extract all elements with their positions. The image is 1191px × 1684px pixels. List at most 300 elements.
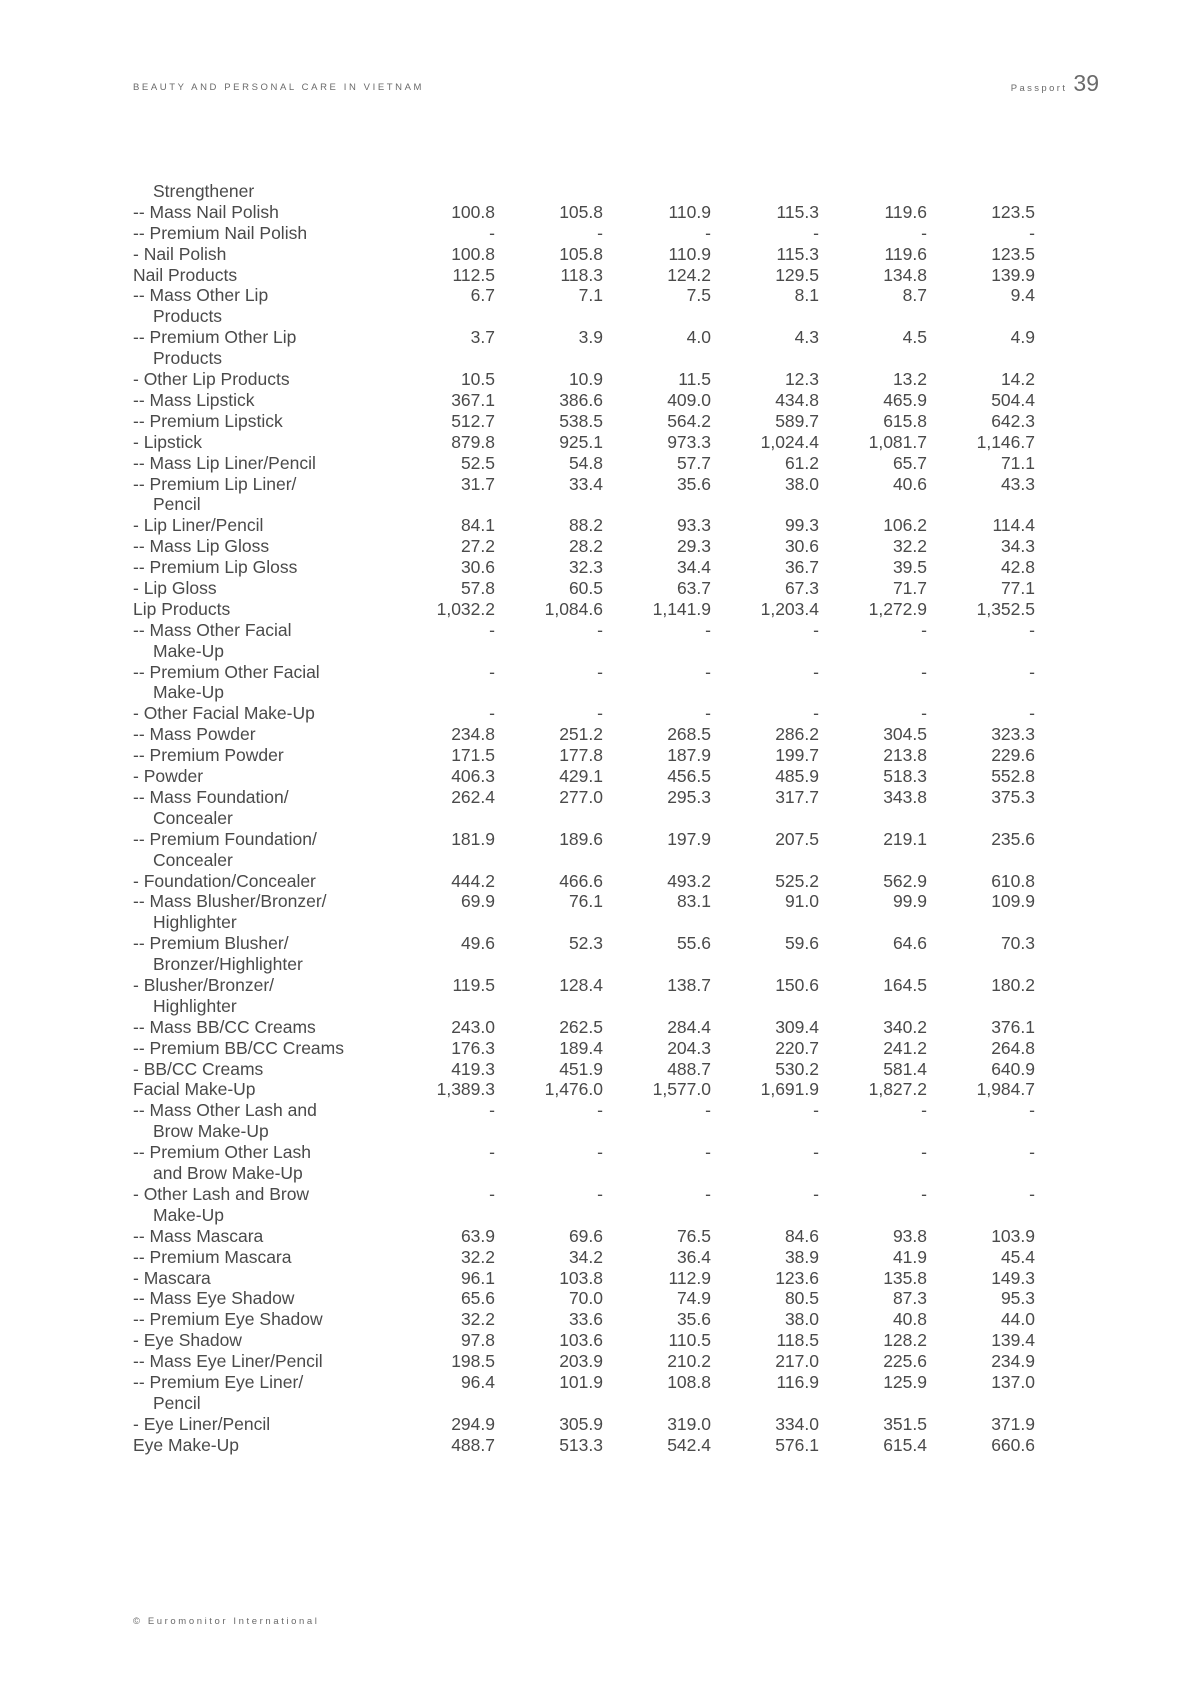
row-label-line1: Eye Make-Up <box>133 1434 240 1455</box>
cell-value: 4.3 <box>794 327 819 348</box>
table-row <box>133 620 1043 662</box>
cell-value: 1,084.6 <box>544 598 603 619</box>
cell-value: - <box>489 661 495 682</box>
cell-value: 41.9 <box>892 1246 927 1267</box>
cell-value: 31.7 <box>460 473 495 494</box>
cell-value: 119.6 <box>884 201 927 222</box>
row-label <box>133 599 230 620</box>
cell-value: 530.2 <box>775 1058 819 1079</box>
row-label <box>133 265 237 286</box>
row-label <box>133 223 307 244</box>
cell-value: 243.0 <box>451 1016 495 1037</box>
cell-value: 138.7 <box>667 974 711 995</box>
cell-value: 110.9 <box>668 243 711 264</box>
table-row <box>133 703 1043 724</box>
cell-value: 116.9 <box>776 1371 819 1392</box>
cell-value: 137.0 <box>991 1371 1035 1392</box>
row-label <box>133 202 279 223</box>
cell-value: 49.6 <box>460 933 495 954</box>
cell-value: - <box>813 1142 819 1163</box>
cell-value: 429.1 <box>559 766 603 787</box>
row-label <box>133 244 226 265</box>
table-row <box>133 891 1043 933</box>
cell-value: 128.2 <box>883 1330 927 1351</box>
row-label-line1: -- Premium Nail Polish <box>133 222 308 243</box>
row-label-line1: -- Premium BB/CC Creams <box>133 1037 344 1058</box>
cell-value: - <box>1029 1100 1035 1121</box>
cell-value: - <box>489 619 495 640</box>
cell-value: 229.6 <box>991 745 1035 766</box>
row-label <box>133 1059 263 1080</box>
cell-value: 640.9 <box>991 1058 1035 1079</box>
cell-value: 284.4 <box>667 1016 711 1037</box>
cell-value: 123.5 <box>991 201 1035 222</box>
row-label <box>133 411 283 432</box>
cell-value: 38.9 <box>784 1246 819 1267</box>
brand-label: Passport <box>1010 83 1068 94</box>
table-row <box>133 327 1043 369</box>
cell-value: 36.7 <box>784 557 819 578</box>
table-row <box>133 202 1043 223</box>
cell-value: 3.7 <box>470 327 495 348</box>
cell-value: 29.3 <box>676 536 711 557</box>
cell-value: 100.8 <box>451 201 495 222</box>
cell-value: 277.0 <box>559 786 603 807</box>
cell-value: 99.9 <box>892 891 927 912</box>
cell-value: 93.8 <box>892 1225 927 1246</box>
cell-value: 340.2 <box>883 1016 927 1037</box>
row-label-line1: -- Mass Other Lash and <box>133 1100 317 1121</box>
row-label-line1: -- Mass Foundation/ <box>133 786 289 807</box>
cell-value: 125.9 <box>883 1371 927 1392</box>
cell-value: 35.6 <box>676 473 711 494</box>
cell-value: 10.5 <box>460 369 495 390</box>
row-label-line1: -- Premium Lipstick <box>133 410 283 431</box>
cell-value: 60.5 <box>568 577 603 598</box>
row-label-line1: -- Premium Other Facial <box>133 661 320 682</box>
cell-value: - <box>597 619 603 640</box>
cell-value: 367.1 <box>451 389 495 410</box>
cell-value: 925.1 <box>559 431 603 452</box>
row-label-line1: -- Mass Lip Gloss <box>133 536 270 557</box>
table-row <box>133 787 1043 829</box>
cell-value: - <box>597 1142 603 1163</box>
table-row <box>133 1079 1043 1100</box>
table-row <box>133 369 1043 390</box>
row-label-line1: - Other Lash and Brow <box>133 1183 310 1204</box>
cell-value: 268.5 <box>667 724 711 745</box>
table-row <box>133 724 1043 745</box>
row-label <box>133 1142 311 1184</box>
cell-value: 149.3 <box>991 1267 1035 1288</box>
cell-value: 4.5 <box>902 327 927 348</box>
cell-value: 1,984.7 <box>976 1079 1035 1100</box>
table-row <box>133 599 1043 620</box>
cell-value: 466.6 <box>559 870 603 891</box>
cell-value: 207.5 <box>775 828 819 849</box>
table-row <box>133 285 1043 327</box>
cell-value: - <box>597 1100 603 1121</box>
cell-value: 28.2 <box>568 536 603 557</box>
cell-value: - <box>1029 661 1035 682</box>
table-row <box>133 871 1043 892</box>
row-label-line1: Facial Make-Up <box>133 1079 256 1100</box>
cell-value: 115.3 <box>776 201 819 222</box>
row-label <box>133 787 289 829</box>
cell-value: - <box>489 1100 495 1121</box>
cell-value: 317.7 <box>775 786 819 807</box>
cell-value: - <box>705 1142 711 1163</box>
cell-value: 59.6 <box>784 933 819 954</box>
row-label-line1: -- Premium Eye Liner/ <box>133 1371 304 1392</box>
cell-value: 134.8 <box>883 264 927 285</box>
cell-value: 30.6 <box>784 536 819 557</box>
row-label-line1: - Nail Polish <box>133 243 227 264</box>
cell-value: 12.3 <box>784 369 819 390</box>
table-row <box>133 933 1043 975</box>
cell-value: 189.6 <box>559 828 603 849</box>
cell-value: 11.5 <box>678 369 711 390</box>
cell-value: 129.5 <box>775 264 819 285</box>
cell-value: 40.6 <box>892 473 927 494</box>
table-row <box>133 578 1043 599</box>
row-label-line2: Make-Up <box>153 1204 224 1225</box>
cell-value: - <box>1029 619 1035 640</box>
cell-value: 615.8 <box>883 410 927 431</box>
cell-value: - <box>921 661 927 682</box>
row-label-line1: -- Mass Other Facial <box>133 619 292 640</box>
row-label-line1: - Other Facial Make-Up <box>133 703 315 724</box>
table-row <box>133 1184 1043 1226</box>
cell-value: 181.9 <box>451 828 495 849</box>
cell-value: 642.3 <box>991 410 1035 431</box>
row-label-line1: - BB/CC Creams <box>133 1058 264 1079</box>
cell-value: 32.2 <box>460 1246 495 1267</box>
cell-value: 589.7 <box>775 410 819 431</box>
cell-value: 564.2 <box>667 410 711 431</box>
cell-value: 552.8 <box>991 766 1035 787</box>
cell-value: 34.3 <box>1000 536 1035 557</box>
cell-value: 55.6 <box>676 933 711 954</box>
cell-value: 13.2 <box>892 369 927 390</box>
table-row <box>133 474 1043 516</box>
row-label-line1: - Eye Shadow <box>133 1330 242 1351</box>
row-label-line1: - Powder <box>133 766 204 787</box>
row-label-line2: Pencil <box>153 1392 201 1413</box>
row-label-line2: Bronzer/Highlighter <box>153 954 303 975</box>
cell-value: 197.9 <box>667 828 711 849</box>
cell-value: 213.8 <box>883 745 927 766</box>
cell-value: 1,032.2 <box>436 598 495 619</box>
cell-value: 4.9 <box>1010 327 1035 348</box>
cell-value: 409.0 <box>667 389 711 410</box>
cell-value: 304.5 <box>883 724 927 745</box>
cell-value: 234.8 <box>451 724 495 745</box>
cell-value: 42.8 <box>1000 557 1035 578</box>
table-row <box>133 662 1043 704</box>
cell-value: 110.5 <box>668 1330 711 1351</box>
cell-value: 1,577.0 <box>652 1079 711 1100</box>
cell-value: 660.6 <box>991 1434 1035 1455</box>
cell-value: 351.5 <box>883 1413 927 1434</box>
cell-value: 93.3 <box>676 515 711 536</box>
cell-value: 103.6 <box>559 1330 603 1351</box>
table-row <box>133 1017 1043 1038</box>
cell-value: 465.9 <box>883 389 927 410</box>
table-row <box>133 1226 1043 1247</box>
cell-value: 52.3 <box>568 933 603 954</box>
cell-value: 84.6 <box>784 1225 819 1246</box>
row-label-line1: -- Mass Powder <box>133 724 256 745</box>
row-label-line1: - Lipstick <box>133 431 203 452</box>
cell-value: 1,827.2 <box>868 1079 927 1100</box>
table-row <box>133 1100 1043 1142</box>
cell-value: 7.5 <box>686 285 711 306</box>
row-label-line2: Products <box>153 306 223 327</box>
cell-value: 1,024.4 <box>760 431 819 452</box>
cell-value: 294.9 <box>451 1413 495 1434</box>
row-label <box>133 1226 263 1247</box>
cell-value: 199.7 <box>775 745 819 766</box>
cell-value: 40.8 <box>892 1309 927 1330</box>
cell-value: 123.6 <box>775 1267 819 1288</box>
cell-value: 180.2 <box>991 974 1035 995</box>
table-row <box>133 1435 1043 1456</box>
cell-value: 6.7 <box>470 285 495 306</box>
row-label-line1: - Mascara <box>133 1267 211 1288</box>
cell-value: 30.6 <box>460 557 495 578</box>
cell-value: 305.9 <box>559 1413 603 1434</box>
cell-value: 57.7 <box>676 452 711 473</box>
cell-value: 485.9 <box>775 766 819 787</box>
cell-value: 264.8 <box>991 1037 1035 1058</box>
cell-value: 262.4 <box>451 786 495 807</box>
row-label <box>133 620 292 662</box>
cell-value: 406.3 <box>451 766 495 787</box>
row-label-line1: -- Premium Blusher/ <box>133 933 289 954</box>
cell-value: - <box>813 661 819 682</box>
cell-value: - <box>705 222 711 243</box>
cell-value: - <box>489 222 495 243</box>
row-label-line1: -- Mass Blusher/Bronzer/ <box>133 891 327 912</box>
cell-value: - <box>921 703 927 724</box>
cell-value: 95.3 <box>1000 1288 1035 1309</box>
cell-value: 10.9 <box>568 369 603 390</box>
cell-value: 576.1 <box>775 1434 819 1455</box>
cell-value: 139.4 <box>991 1330 1035 1351</box>
cell-value: 27.2 <box>460 536 495 557</box>
table-row <box>133 1351 1043 1372</box>
cell-value: 581.4 <box>883 1058 927 1079</box>
table-row <box>133 975 1043 1017</box>
cell-value: 124.2 <box>667 264 711 285</box>
cell-value: 69.6 <box>568 1225 603 1246</box>
cell-value: 225.6 <box>883 1351 927 1372</box>
cell-value: - <box>597 703 603 724</box>
page-number: 39 <box>1073 70 1099 96</box>
cell-value: 235.6 <box>991 828 1035 849</box>
row-label <box>133 871 316 892</box>
cell-value: 67.3 <box>784 577 819 598</box>
cell-value: 286.2 <box>775 724 819 745</box>
row-label <box>133 1351 323 1372</box>
cell-value: 1,476.0 <box>544 1079 603 1100</box>
row-label-line1: -- Premium Other Lip <box>133 327 297 348</box>
cell-value: 488.7 <box>451 1434 495 1455</box>
cell-value: 1,272.9 <box>868 598 927 619</box>
cell-value: 386.6 <box>559 389 603 410</box>
row-label <box>133 578 217 599</box>
cell-value: 451.9 <box>559 1058 603 1079</box>
row-label <box>133 1288 294 1309</box>
cell-value: 76.1 <box>568 891 603 912</box>
row-label <box>133 1079 256 1100</box>
page-header-right <box>1011 70 1099 97</box>
cell-value: 44.0 <box>1000 1309 1035 1330</box>
cell-value: 96.1 <box>460 1267 495 1288</box>
cell-value: 100.8 <box>451 243 495 264</box>
row-label <box>133 933 303 975</box>
table-row <box>133 453 1043 474</box>
row-label-line1: -- Mass Other Lip <box>133 285 269 306</box>
cell-value: 118.5 <box>776 1330 819 1351</box>
cell-value: 444.2 <box>451 870 495 891</box>
table-row <box>133 829 1043 871</box>
table-row <box>133 411 1043 432</box>
cell-value: 14.2 <box>1000 369 1035 390</box>
cell-value: 70.3 <box>1000 933 1035 954</box>
row-label-line1: -- Premium Eye Shadow <box>133 1309 323 1330</box>
cell-value: 1,141.9 <box>652 598 711 619</box>
cell-value: 187.9 <box>667 745 711 766</box>
table-row <box>133 223 1043 244</box>
cell-value: 39.5 <box>892 557 927 578</box>
table-row <box>133 1372 1043 1414</box>
row-label-line1: -- Premium Lip Liner/ <box>133 473 297 494</box>
cell-value: 114.4 <box>992 515 1035 536</box>
cell-value: 115.3 <box>776 243 819 264</box>
cell-value: - <box>921 222 927 243</box>
cell-value: 135.8 <box>883 1267 927 1288</box>
cell-value: - <box>705 703 711 724</box>
cell-value: 562.9 <box>883 870 927 891</box>
cell-value: 8.7 <box>902 285 927 306</box>
row-label <box>133 703 315 724</box>
cell-value: - <box>705 1183 711 1204</box>
cell-value: 84.1 <box>460 515 495 536</box>
cell-value: 38.0 <box>784 1309 819 1330</box>
cell-value: 35.6 <box>676 1309 711 1330</box>
cell-value: 32.2 <box>460 1309 495 1330</box>
cell-value: 217.0 <box>775 1351 819 1372</box>
row-label-line1: - Foundation/Concealer <box>133 870 316 891</box>
cell-value: 99.3 <box>784 515 819 536</box>
cell-value: 219.1 <box>883 828 927 849</box>
row-label <box>133 724 256 745</box>
cell-value: 1,352.5 <box>976 598 1035 619</box>
table-row <box>133 265 1043 286</box>
table-row <box>133 432 1043 453</box>
cell-value: 80.5 <box>784 1288 819 1309</box>
row-label <box>133 285 268 327</box>
cell-value: 1,081.7 <box>868 431 927 452</box>
table-row <box>133 515 1043 536</box>
cell-value: 610.8 <box>991 870 1035 891</box>
row-label-line1: -- Mass Nail Polish <box>133 201 279 222</box>
row-label-line2: Make-Up <box>153 640 224 661</box>
cell-value: 9.4 <box>1010 285 1035 306</box>
cell-value: 91.0 <box>784 891 819 912</box>
cell-value: 241.2 <box>883 1037 927 1058</box>
cell-value: 164.5 <box>883 974 927 995</box>
row-label <box>133 891 327 933</box>
cell-value: 973.3 <box>667 431 711 452</box>
cell-value: 525.2 <box>775 870 819 891</box>
cell-value: - <box>705 1100 711 1121</box>
row-label-line1: -- Mass Mascara <box>133 1225 264 1246</box>
row-label <box>133 536 269 557</box>
cell-value: - <box>1029 1183 1035 1204</box>
cell-value: 456.5 <box>667 766 711 787</box>
row-label-line1: -- Premium Other Lash <box>133 1142 311 1163</box>
cell-value: - <box>1029 222 1035 243</box>
row-label-line1: - Other Lip Products <box>133 369 290 390</box>
cell-value: - <box>813 619 819 640</box>
cell-value: - <box>813 222 819 243</box>
cell-value: 879.8 <box>451 431 495 452</box>
row-label-line2: and Brow Make-Up <box>153 1163 303 1184</box>
cell-value: 103.8 <box>559 1267 603 1288</box>
cell-value: 189.4 <box>559 1037 603 1058</box>
cell-value: 119.6 <box>884 243 927 264</box>
row-label <box>133 432 202 453</box>
row-label-line1: -- Premium Powder <box>133 745 284 766</box>
cell-value: 32.3 <box>568 557 603 578</box>
cell-value: - <box>813 1183 819 1204</box>
row-label <box>133 181 254 202</box>
row-label-line2: Make-Up <box>153 682 224 703</box>
cell-value: 83.1 <box>676 891 711 912</box>
row-label <box>133 662 320 704</box>
table-row <box>133 1414 1043 1435</box>
cell-value: 97.8 <box>460 1330 495 1351</box>
cell-value: 96.4 <box>460 1371 495 1392</box>
cell-value: 512.7 <box>451 410 495 431</box>
cell-value: - <box>705 661 711 682</box>
cell-value: - <box>921 619 927 640</box>
table-row <box>133 181 1043 202</box>
copyright-footer: © Euromonitor International <box>133 1616 320 1627</box>
cell-value: 105.8 <box>559 201 603 222</box>
cell-value: 71.7 <box>892 577 927 598</box>
cell-value: 1,691.9 <box>760 1079 819 1100</box>
cell-value: 615.4 <box>883 1434 927 1455</box>
cell-value: 103.9 <box>991 1225 1035 1246</box>
cell-value: 204.3 <box>667 1037 711 1058</box>
row-label <box>133 1184 309 1226</box>
table-row <box>133 1038 1043 1059</box>
cell-value: 123.5 <box>991 243 1035 264</box>
row-label <box>133 1017 316 1038</box>
cell-value: - <box>1029 703 1035 724</box>
row-label-line2: Brow Make-Up <box>153 1121 269 1142</box>
cell-value: 542.4 <box>667 1434 711 1455</box>
table-row <box>133 1330 1043 1351</box>
row-label <box>133 369 290 390</box>
cell-value: 493.2 <box>667 870 711 891</box>
cell-value: 139.9 <box>991 264 1035 285</box>
row-label <box>133 829 317 871</box>
